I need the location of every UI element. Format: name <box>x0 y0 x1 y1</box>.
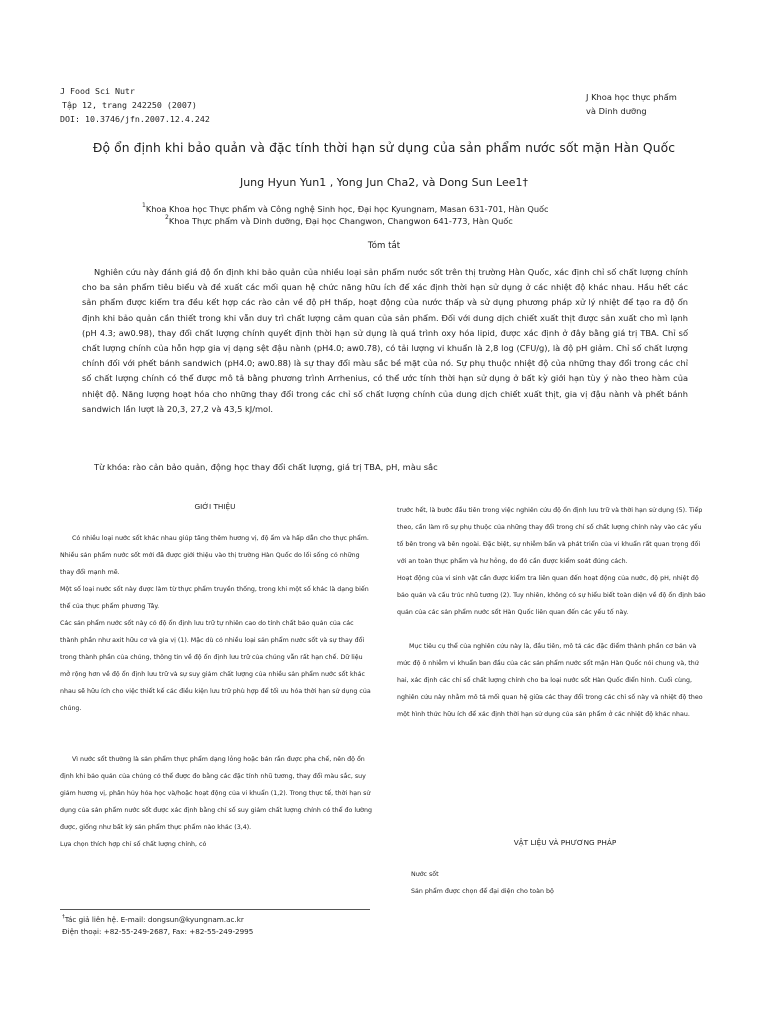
body-paragraph: Có nhiều loại nước sốt khác nhau giúp tăng thêm hương vị, độ ẩm và hấp dẫn cho thực phẩm. <box>72 535 369 542</box>
journal-doi: DOI: 10.3746/jfn.2007.12.4.242 <box>60 114 210 124</box>
body-paragraph: Mục tiêu cụ thể của nghiên cứu này là, đầu tiên, mô tả các đặc điểm thành phần cơ bản và mức độ ô nhiễm vi khuẩn ban đầu của các sản phẩm nước sốt mặn Hàn Quốc nói chung và, thứ hai, xác định các chỉ số chất lượng chính cho ba loại nước sốt Hàn Quốc điển hình. Cuối cùng, nghiên cứu này nhằm mô tả mối quan hệ giữa các thay đổi trong các chỉ số này và nhiệt độ theo một hình thức hữu ích để xác định thời hạn sử dụng của sản phẩm ở các nhiệt độ khác nhau. <box>397 643 703 718</box>
affiliation-2 <box>165 212 513 227</box>
body-paragraph: Hoạt động của vi sinh vật cần được kiểm tra liên quan đến hoạt động của nước, độ pH, nhiệt độ bảo quản và cấu trúc nhũ tương (2). Tuy nhiên, không có sự hiểu biết toàn diện về độ ổn định bảo quản của các sản phẩm nước sốt Hàn Quốc liên quan đến các yếu tố này. <box>397 575 706 616</box>
body-paragraph: Một số loại nước sốt này được làm từ thực phẩm truyền thống, trong khi một số khác là dạng biến thể của thực phẩm phương Tây. <box>60 586 369 610</box>
paragraph-spacer <box>397 621 709 638</box>
journal-abbrev: J Food Sci Nutr <box>60 86 135 96</box>
body-paragraph: Các sản phẩm nước sốt này có độ ổn định lưu trữ tự nhiên cao do tính chất bảo quản của các thành phần như axit hữu cơ và gia vị (1). Mặc dù có nhiều loại sản phẩm nước sốt và sự thay đổi trong thành phần của chúng, thông tin về độ ổn định lưu trữ của chúng vẫn rất hạn chế. Dữ liệu mở rộng hơn về độ ổn định lưu trữ và sự suy giảm chất lượng của nhiều sản phẩm nước sốt khác nhau sẽ hữu ích cho việc thiết kế các điều kiện lưu trữ phù hợp để tối ưu hóa thời hạn sử dụng của chúng. <box>60 620 371 712</box>
affiliation-text: Khoa Thực phẩm và Dinh dưỡng, Đại học Changwon, Changwon 641-773, Hàn Quốc <box>168 216 513 226</box>
methods-paragraph: Sản phẩm được chọn để đại diện cho toàn bộ <box>411 888 554 895</box>
body-paragraph: Nhiều sản phẩm nước sốt mới đã được giới thiệu vào thị trường Hàn Quốc do lối sống có những thay đổi mạnh mẽ. <box>60 552 360 576</box>
body-paragraph: Lựa chọn thích hợp chỉ số chất lượng chính, có <box>60 841 207 848</box>
journal-name-line2: và Dinh dưỡng <box>586 106 647 116</box>
journal-name <box>586 90 736 118</box>
column-right <box>397 502 709 723</box>
column-left <box>60 530 372 853</box>
paragraph-spacer <box>60 717 372 734</box>
abstract-body: Nghiên cứu này đánh giá độ ổn định khi bảo quản của nhiều loại sản phẩm nước sốt trên thị trường Hàn Quốc, xác định chỉ số chất lượng chính cho ba sản phẩm tiêu biểu và đề xuất các mối quan hệ chức năng hữu ích để xác định thời hạn sử dụng ở các nhiệt độ khác nhau. Hầu hết các sản phẩm được kiểm tra đều kết hợp các rào cản về độ pH thấp, hoạt động của nước thấp và sử dụng phương pháp xử lý nhiệt để tạo ra độ ổn định khi bảo quản cần thiết trong khi vẫn duy trì chất lượng cảm quan của sản phẩm. Đối với dung dịch chiết xuất thịt được sản xuất cho mì lạnh (pH 4.3; aw0.98), thay đổi chất lượng chính quyết định thời hạn sử dụng là quá trình oxy hóa lipid, được xác định ở đây bằng giá trị TBA. Chỉ số chất lượng chính của hỗn hợp gia vị dạng sệt đậu nành (pH4.0; aw0.78), có tải lượng vi khuẩn là 2,8 log (CFU/g), là độ pH giảm. Chỉ số chất lượng chính đối với phết bánh sandwich (pH4.0; aw0.88) là sự thay đổi màu sắc bề mặt của nó. Sự phụ thuộc nhiệt độ của những thay đổi trong các chỉ số chất lượng chính có thể được mô tả bằng phương trình Arrhenius, có thể ước tính thời hạn sử dụng ở bất kỳ giới hạn tùy ý nào theo hàm của nhiệt độ. Năng lượng hoạt hóa cho những thay đổi trong các chỉ số chất lượng chính của dung dịch chiết xuất thịt, gia vị đậu nành và phết bánh sandwich lần lượt là 20,3, 27,2 và 43,5 kJ/mol. <box>82 267 688 414</box>
body-paragraph: Vì nước sốt thường là sản phẩm thực phẩm dạng lỏng hoặc bán rắn được pha chế, nên độ ổn định khi bảo quản của chúng có thể được đo bằng các đặc tính nhũ tương, thay đổi màu sắc, suy giảm hương vị, phân hủy hóa học và/hoặc hoạt động của vi khuẩn (1,2). Trong thực tế, thời hạn sử dụng của sản phẩm nước sốt được xác định bằng chỉ số suy giảm chất lượng chính có thể đo lường được, giống như bất kỳ sản phẩm thực phẩm nào khác (3,4). <box>60 756 372 831</box>
section-heading-introduction: GIỚI THIỆU <box>194 502 236 511</box>
abstract-heading: Tóm tắt <box>367 241 401 251</box>
section-heading-methods: VẬT LIỆU VÀ PHƯƠNG PHÁP <box>513 838 617 847</box>
footnote-mark: † <box>62 914 65 920</box>
body-paragraph: trước hết, là bước đầu tiên trong việc nghiên cứu độ ổn định lưu trữ và thời hạn sử dụng (5). Tiếp theo, cần làm rõ sự phụ thuộc của những thay đổi trong chỉ số chất lượng chính này vào các yếu tố bên trong và bên ngoài. Đặc biệt, sự nhiễm bẩn và phát triển của vi khuẩn rất quan trọng đối với an toàn thực phẩm và hư hỏng, do đó cần được kiểm soát đúng cách. <box>397 507 703 565</box>
footnote-contact <box>62 912 253 926</box>
paragraph-spacer <box>60 734 372 751</box>
footnote <box>62 912 253 937</box>
journal-name-line1: J Khoa học thực phẩm <box>586 92 677 102</box>
methods-subsection <box>411 866 554 900</box>
footnote-email: Tác giả liên hệ. E-mail: dongsun@kyungnam.ac.kr <box>64 915 244 924</box>
affiliation-mark: 1 <box>142 202 146 209</box>
footnote-phone: Điện thoại: +82-55-249-2687, Fax: +82-55-249-2995 <box>62 926 254 936</box>
paper-title: Độ ổn định khi bảo quản và đặc tính thời hạn sử dụng của sản phẩm nước sốt mặn Hàn Quốc <box>92 141 676 155</box>
journal-volume: Tập 12, trang 242250 (2007) <box>62 100 197 110</box>
subsection-heading-sauces: Nước sốt <box>411 871 439 878</box>
keywords: Từ khóa: rào cản bảo quản, động học thay đổi chất lượng, giá trị TBA, pH, màu sắc <box>94 462 438 472</box>
journal-header <box>60 84 210 126</box>
footnote-divider <box>60 909 370 910</box>
affiliation-mark: 2 <box>165 214 169 221</box>
affiliation-text: Khoa Khoa học Thực phẩm và Công nghệ Sinh học, Đại học Kyungnam, Masan 631-701, Hàn Quốc <box>145 204 549 214</box>
author-list: Jung Hyun Yun1 , Yong Jun Cha2, và Dong Sun Lee1† <box>239 176 529 189</box>
